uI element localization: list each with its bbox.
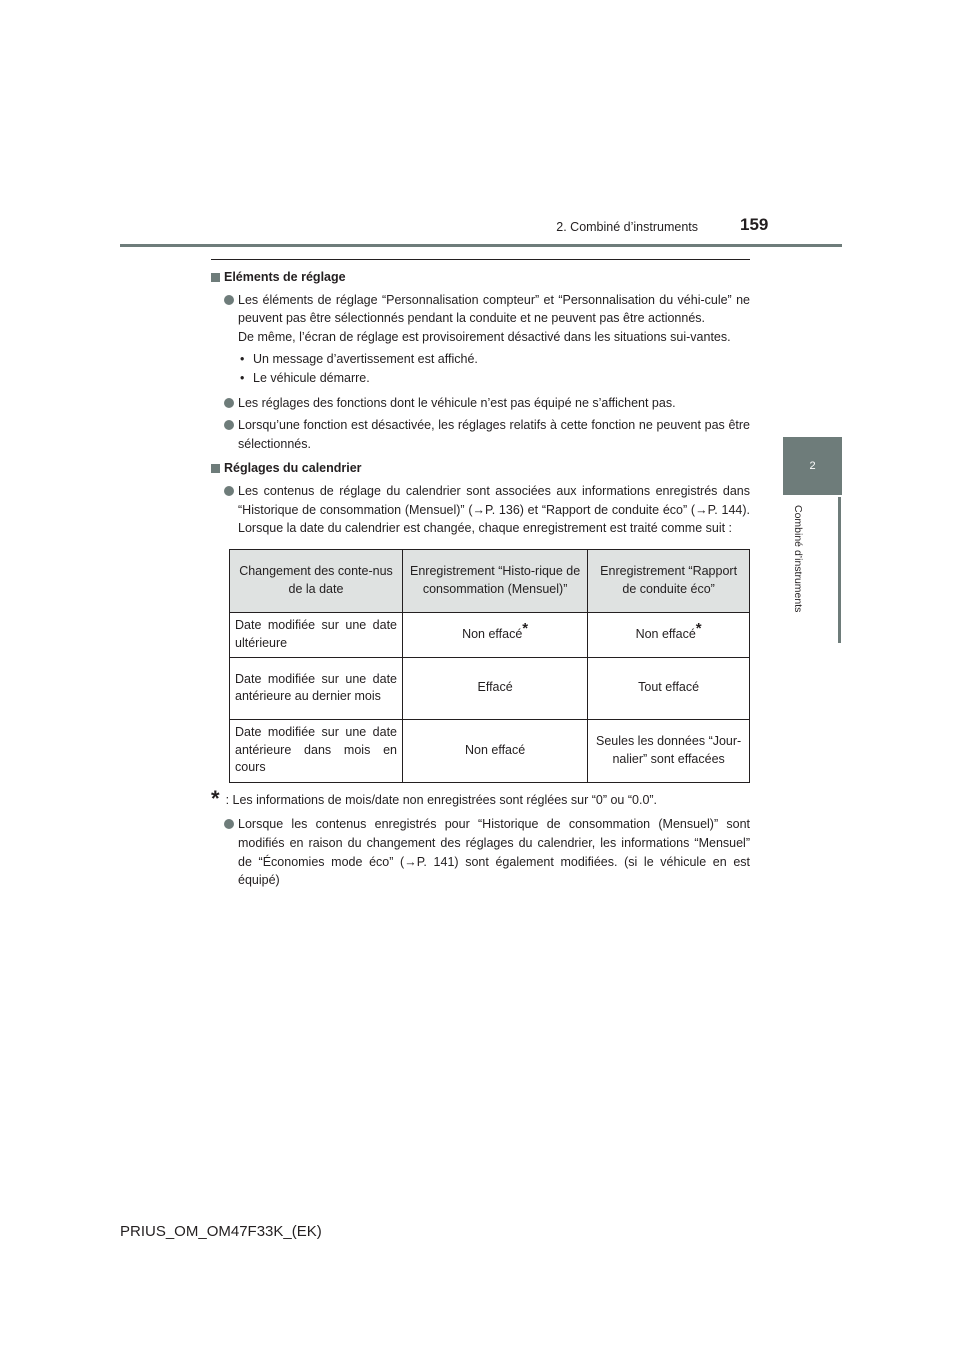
- list-item: Lorsque les contenus enregistrés pour “Historique de consommation (Mensuel)” sont modifiés en raison du changement des réglages du calendrier, les informations “Mensuel” de “Économies mode éco” (→P. 141) sont également modifiées. (si le véhicule en est équipé): [211, 815, 750, 889]
- circle-bullet-icon: [224, 398, 234, 408]
- table-cell: Date modifiée sur une date antérieure dans mois en cours: [230, 719, 403, 782]
- section-title-elements: Eléments de réglage: [211, 268, 750, 287]
- list-item: Les réglages des fonctions dont le véhicule n’est pas équipé ne s’affichent pas.: [211, 394, 750, 413]
- list-item: Les contenus de réglage du calendrier sont associées aux informations enregistrés dans “Historique de consommation (Mensuel)” (→P. 136) et “Rapport de conduite éco” (→P. 144). Lorsque la date du calendrier est changée, chaque enregistrement est traité comme suit :: [211, 482, 750, 538]
- table-cell: Tout effacé: [588, 657, 750, 719]
- chapter-tab-bar: [838, 497, 841, 643]
- table-cell: Effacé: [403, 657, 588, 719]
- table-cell: Non effacé*: [403, 612, 588, 657]
- footnote-star: *: [211, 785, 220, 811]
- circle-bullet-icon: [224, 819, 234, 829]
- table-header-cell: Enregistrement “Histo-rique de consommation (Mensuel)”: [403, 549, 588, 612]
- section-title-calendar: Réglages du calendrier: [211, 459, 750, 478]
- chapter-tab[interactable]: [783, 437, 842, 495]
- table-cell: Non effacé: [403, 719, 588, 782]
- content-top-rule: [211, 259, 750, 260]
- table-row: [230, 719, 750, 782]
- footnote: [211, 785, 750, 811]
- page-number: 159: [740, 215, 769, 234]
- dot-icon: •: [240, 352, 245, 367]
- table-header-row: [230, 549, 750, 612]
- table-header-cell: Enregistrement “Rapport de conduite éco”: [588, 549, 750, 612]
- footnote-marker: *: [695, 619, 702, 637]
- circle-bullet-icon: [224, 486, 234, 496]
- circle-bullet-icon: [224, 295, 234, 305]
- sub-list-item: • Le véhicule démarre.: [240, 369, 750, 388]
- table-cell: Non effacé*: [588, 612, 750, 657]
- circle-bullet-icon: [224, 420, 234, 430]
- list-item: Les éléments de réglage “Personnalisation compteur” et “Personnalisation du véhi-cule” ne peuvent pas être sélectionnés pendant la conduite et ne peuvent pas être actionnés. De même, l’écran de réglage est provisoirement désactivé dans les situations sui-vantes.: [211, 291, 750, 347]
- table-cell: Date modifiée sur une date antérieure au dernier mois: [230, 657, 403, 719]
- chapter-tab-number: 2: [809, 460, 816, 472]
- table-header-cell: Changement des conte-nus de la date: [230, 549, 403, 612]
- table-row: [230, 612, 750, 657]
- sub-list-item: • Un message d’avertissement est affiché.: [240, 350, 750, 369]
- chapter-title: 2. Combiné d’instruments: [556, 220, 698, 234]
- dot-icon: •: [240, 370, 245, 385]
- table-row: [230, 657, 750, 719]
- table-cell: Date modifiée sur une date ultérieure: [230, 612, 403, 657]
- sub-list: [240, 350, 750, 387]
- list-item: Lorsqu’une fonction est désactivée, les réglages relatifs à cette fonction ne peuvent pas être sélectionnés.: [211, 416, 750, 453]
- footnote-marker: *: [522, 619, 529, 637]
- square-bullet-icon: [211, 464, 220, 473]
- calendar-effects-table: [229, 549, 750, 783]
- footnote-text: : Les informations de mois/date non enregistrées sont réglées sur “0” ou “0.0”.: [225, 792, 658, 807]
- chapter-tab-label: Combiné d’instruments: [792, 505, 804, 613]
- table-cell: Seules les données “Jour-nalier” sont effacées: [588, 719, 750, 782]
- square-bullet-icon: [211, 273, 220, 282]
- document-code: PRIUS_OM_OM47F33K_(EK): [120, 1223, 322, 1240]
- header-rule: [120, 244, 842, 247]
- page-content: [211, 268, 750, 894]
